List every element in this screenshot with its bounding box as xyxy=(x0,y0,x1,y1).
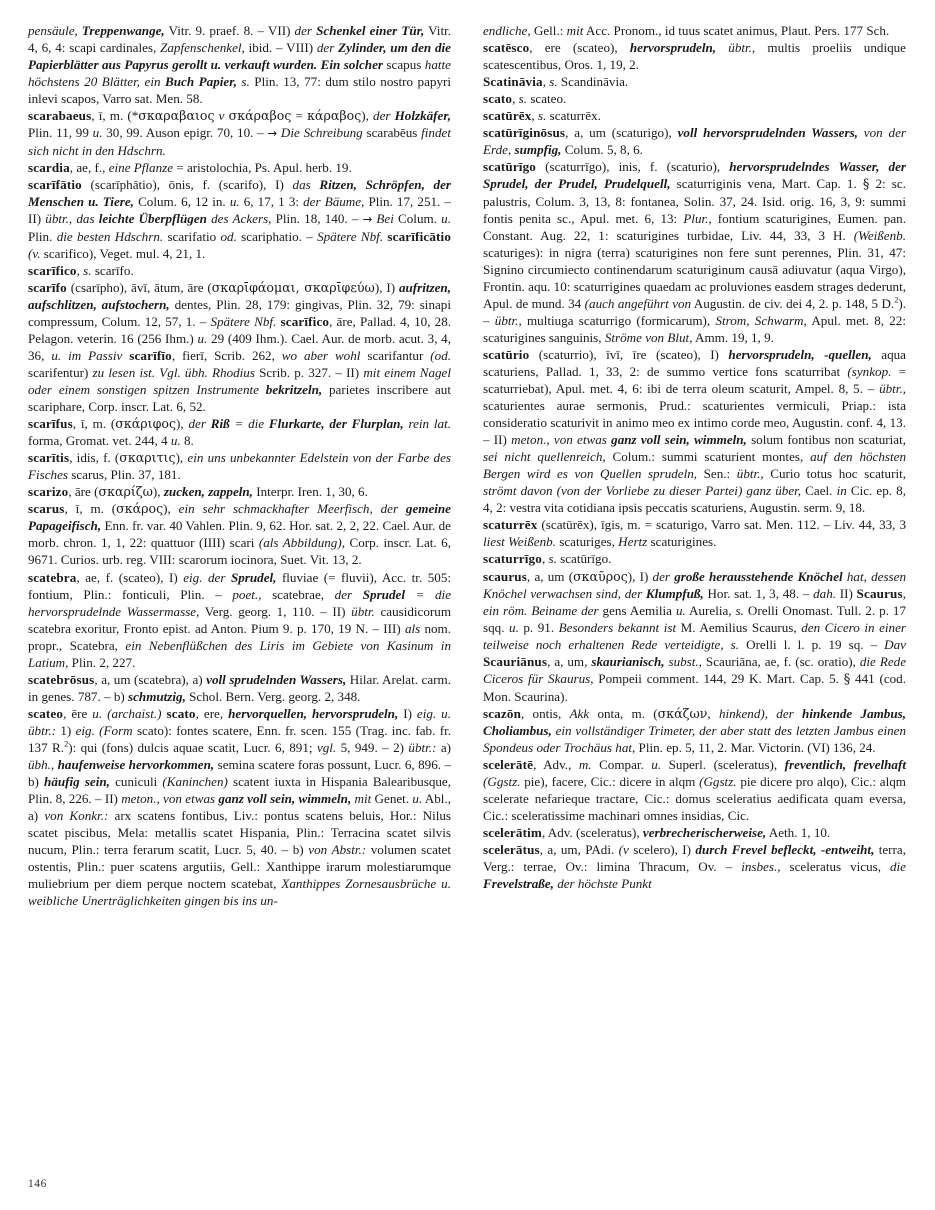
dictionary-entry: scazōn, ontis, Akk onta, m. (σκάζων, hinkend), der hinkende Jambus, Choliambus, ein vollständiger Trimeter, der aber statt des letzten Jambus einen Spondeus oder Trochäus hat, Plin. ep. 5, 11, 2. Mar. Victorin. (VI) 136, 24. xyxy=(483,705,906,755)
right-column-entries xyxy=(483,39,906,892)
left-column-continuation-paragraph: pensäule, Treppenwange, Vitr. 9. praef. 8. – VII) der Schenkel einer Tür, Vitr. 4, 6, 4: scapi cardinales, Zapfenschenkel, ibid. – VIII) der Zylinder, um den die Papierblätter aus Papyrus gerollt u. verkauft wurden. Ein solcher scapus hatte höchstens 20 Blätter, ein Buch Papier, s. Plin. 13, 77: dum stilo nostro papyri inlevi scapos, Varro sat. Men. 58. xyxy=(28,23,451,107)
dictionary-entry: scelerātē, Adv., m. Compar. u. Superl. (sceleratus), freventlich, frevelhaft (Ggstz. pie), facere, Cic.: dicere in alqm (Ggstz. pie dicere pro alqo), Cic.: alqm scelerate nefarieque tractare, Cic.: domus sceleratius aedificata quam eversa, Cic.: sceleratissime machinari omnes insidias, Cic. xyxy=(483,756,906,823)
right-column-continuation-paragraph: endliche, Gell.: mit Acc. Pronom., id tuus scatet animus, Plaut. Pers. 177 Sch. xyxy=(483,23,890,38)
dictionary-entry: scaurus, a, um (σκαῦρος), I) der große herausstehende Knöchel hat, dessen Knöchel verwachsen sind, der Klumpfuß, Hor. sat. 1, 3, 48. – dah. II) Scaurus, ein röm. Beiname der gens Aemilia u. Aurelia, s. Orelli Onomast. Tull. 2. p. 17 sqq. u. p. 91. Besonders bekannt ist M. Aemilius Scaurus, den Cicero in einer teilweise noch erhaltenen Rede verteidigte, s. Orelli l. l. p. 19 sq. – Dav Scauriānus, a, um, skaurianisch, subst., Scauriāna, ae, f. (sc. oratio), die Rede Ciceros für Skaurus, Pompeii comment. 144, 29 K. Mart. Cap. 5. § 441 (cod. Mon. Scaurina). xyxy=(483,568,907,704)
dictionary-entry: scato, s. scateo. xyxy=(483,91,567,107)
page-number: 146 xyxy=(28,1178,47,1190)
dictionary-entry: scarītis, idis, f. (σκαριτις), ein uns unbekannter Edelstein von der Farbe des Fisches scarus, Plin. 37, 181. xyxy=(28,450,451,483)
dictionary-entry: scelerātus, a, um, PAdi. (v scelero), I) durch Frevel befleckt, -entweiht, terra, Verg.: terrae, Ov.: limina Thracum, Ov. – insbes., sceleratus vicus, die Frevelstraße, der höchste Punkt xyxy=(483,841,906,891)
dictionary-entry: Scatināvia, s. Scandināvia. xyxy=(483,74,629,90)
dictionary-entry: scatūrīginōsus, a, um (scaturigo), voll hervorsprudelnden Wassers, von der Erde, sumpfig, Colum. 5, 8, 6. xyxy=(483,125,906,158)
dictionary-entry: scarīfus, ī, m. (σκάριφος), der Riß = die Flurkarte, der Flurplan, rein lat. forma, Gromat. vet. 244, 4 u. 8. xyxy=(28,416,451,449)
dictionary-entry: scateo, ēre u. (archaist.) scato, ere, hervorquellen, hervorsprudeln, I) eig. u. übtr.: 1) eig. (Form scato): fontes scatere, Enn. fr. scen. 155 (Trag. inc. fab. fr. 137 R.$^2$): qui (fons) dulcis aquae scatit, Lucr. 6, 891; vgl. 5, 949. – 2) übtr.: a) übh., haufenweise hervorkommen, semina scatere foras possunt, Lucr. 6, 896. – b) häufig sein, cuniculi (Kaninchen) scatent iuxta in Hispania Balearibusque, Plin. 8, 226. – II) meton., von etwas ganz voll sein, wimmeln, mit Genet. u. Abl., a) von Konkr.: arx scatens fontibus, Liv.: pontus scatens beluis, Hor.: Nilus scatet piscibus, Mela: metallis scatet Hispania, Plin.: Terracina scatet silvis nucum, Plin.: terra ferarum scatit, Lucr. 5, 40. – b) von Abstr.: volumen scatet ostentis, Plin.: puer scatens argutiis, Gell.: Xanthippe irarum molestiarumque muliebrium per diem perque noctem scatebat, Xanthippes Zornesausbrüche u. weibliche Unerträglichkeiten gingen bis ins un- xyxy=(28,705,452,908)
dictionary-entry: scarabaeus, ī, m. (*σκαραβαιος ν σκάραβος = κάραβος), der Holzkäfer, Plin. 11, 99 u. 30, 99. Auson epigr. 70, 10. – → Die Schreibung scarabēus findet sich nicht in den Hdschrn. xyxy=(28,108,452,159)
dictionary-entry: scaturrēx (scatūrēx), īgis, m. = scaturigo, Varro sat. Men. 112. – Liv. 44, 33, 3 liest Weißenb. scaturiges, Hertz scaturigines. xyxy=(483,517,906,550)
dictionary-entry: scarīfātio (scarīphātio), ōnis, f. (scarifo), I) das Ritzen, Schröpfen, der Menschen u. Tiere, Colum. 6, 12 in. u. 6, 17, 1 3: der Bäume, Plin. 17, 251. – II) übtr., das leichte Überpflügen des Ackers, Plin. 18, 140. – → Bei Colum. u. Plin. die besten Hdschrn. scarifatio od. scariphatio. – Spätere Nbf. scarīficātio (v. scarifico), Veget. mul. 4, 21, 1. xyxy=(28,177,452,262)
dictionary-entry: scatēsco, ere (scateo), hervorsprudeln, übtr., multis proeliis undique scatescentibus, Oros. 1, 19, 2. xyxy=(483,40,906,73)
dictionary-entry: scatūrēx, s. scaturrēx. xyxy=(483,108,601,124)
right-column xyxy=(483,22,906,892)
dictionary-entry: scarus, ī, m. (σκάρος), ein sehr schmackhafter Meerfisch, der gemeine Papageifisch, Enn. fr. var. 40 Vahlen. Plin. 9, 62. Hor. sat. 2, 2, 22. Cael. Aur. de morb. chron. 1, 1, 22: quattuor (IIII) scari (als Abbildung), Corp. inscr. Lat. 6, 9671. Curios. urb. reg. VIII: scarorum iocinora, Suet. Vit. 13, 2. xyxy=(28,501,451,568)
dictionary-entry: scatebrōsus, a, um (scatebra), a) voll sprudelnden Wassers, Hilar. Arelat. carm. in genes. 787. – b) schmutzig, Schol. Bern. Verg. georg. 2, 348. xyxy=(28,671,451,704)
dictionary-entry: scatebra, ae, f. (scateo), I) eig. der Sprudel, fluviae (= fluvii), Acc. tr. 505: fontium, Plin.: fonticuli, Plin. – poet., scatebrae, der Sprudel = die hervorsprudelnde Wassermasse, Verg. georg. 1, 110. – II) übtr. causidicorum scatebra exoritur, Fronto epist. ad Anton. Pium 9. p. 170, 19 N. – III) als nom. propr., Scatebra, ein Nebenflüßchen des Liris im Gebiete von Kasinum in Latium, Plin. 2, 227. xyxy=(28,569,452,670)
left-column-entries xyxy=(28,107,451,909)
dictionary-entry: scatūrio (scaturrio), īvī, īre (scateo), I) hervorsprudeln, -quellen, aqua scaturiens, Pallad. 1, 33, 2: de summo vertice fons scaturribat (synkop. = scaturriebat), Apul. met. 4, 6: ibi de terra oleum scaturit, Ampel. 8, 5. – übtr., scaturientes aurae sermonis, Prud.: scaturientes vermiculi, Priap.: ista consideratio scaturivit in animo meo ex intimo corde meo, Augustin. conf. 4, 13. – II) meton., von etwas ganz voll sein, wimmeln, solum fontibus non scaturiat, sei nicht quellenreich, Colum.: summi scaturient montes, auf den höchsten Bergen wird es von Quellen sprudeln, Sen.: übtr., Curio totus hoc scaturit, strömt davon (von der Vorliebe zu dieser Partei) ganz über, Cael. in Cic. ep. 8, 4, 2: vestra vita cotidiana ipsis peccatis scaturiens, Augustin. serm. 9, 18. xyxy=(483,347,906,516)
dictionary-entry: scardia, ae, f., eine Pflanze = aristolochia, Ps. Apul. herb. 19. xyxy=(28,160,352,176)
dictionary-entry: scatūrīgo (scaturrīgo), inis, f. (scaturio), hervorsprudelndes Wasser, der Sprudel, der Prudel, Prudelquell, scaturriginis vena, Mart. Cap. 1. § 2: sc. palustris, Colum. 3, 13, 8: fontanea, Solin. 37, 24. Isid. orig. 16, 3, 9: summi fontis penita sc., Apul. met. 6, 13: Plur., fontium scaturigines, Eumen. pan. Constant. Aug. 22, 1: scaturigines turbidae, Liv. 44, 33, 3 H. (Weißenb. scaturiges): in nigra (terra) scaturigines non fere sunt perennes, Plin. 31, 47: Signino circumiecto continendarum scaturiginum causā adiuvatur (aqua Virgo), Frontin. aqu. 10: scaturrigines quaedam ac proluviones easdem strages dederunt, Apul. de mund. 34 (auch angeführt von Augustin. de civ. dei 4, 2. p. 148, 5 D.$^2$). – übtr., multiuga scaturrigo (formicarum), Strom, Schwarm, Apul. met. 8, 22: scaturigines sanguinis, Ströme von Blut, Amm. 19, 1, 9. xyxy=(483,159,907,346)
dictionary-entry: scaturrīgo, s. scatūrīgo. xyxy=(483,551,612,567)
dictionary-entry: scarīfico, s. scarīfo. xyxy=(28,263,134,279)
two-column-text-body xyxy=(28,22,907,1162)
dictionary-entry: scarīfo (csarīpho), āvī, ātum, āre (σκαρῑφάομαι, σκαρῑφεύω), I) aufritzen, aufschlitzen, aufstochern, dentes, Plin. 28, 179: gingivas, Plin. 32, 79: sinapi compressum, Colum. 12, 57, 1. – Spätere Nbf. scarīfico, āre, Pallad. 4, 10, 28. Pelagon. veterin. 16 (256 Ihm.) u. 29 (409 Ihm.). Cael. Aur. de morb. acut. 3, 4, 36, u. im Passiv scarīfīo, fierī, Scrib. 262, wo aber wohl scarifantur (od. scarifentur) zu lesen ist. Vgl. übh. Rhodius Scrib. p. 327. – II) mit einem Nagel oder einem sonstigen spitzen Instrumente bekritzeln, parietes inscribere aut scariphare, Corp. inscr. Lat. 6, 52. xyxy=(28,280,452,415)
left-column xyxy=(28,22,451,909)
dictionary-entry: scarizo, āre (σκαρίζω), zucken, zappeln, Interpr. Iren. 1, 30, 6. xyxy=(28,484,368,500)
dictionary-entry: scelerātim, Adv. (sceleratus), verbrecherischerweise, Aeth. 1, 10. xyxy=(483,824,831,840)
